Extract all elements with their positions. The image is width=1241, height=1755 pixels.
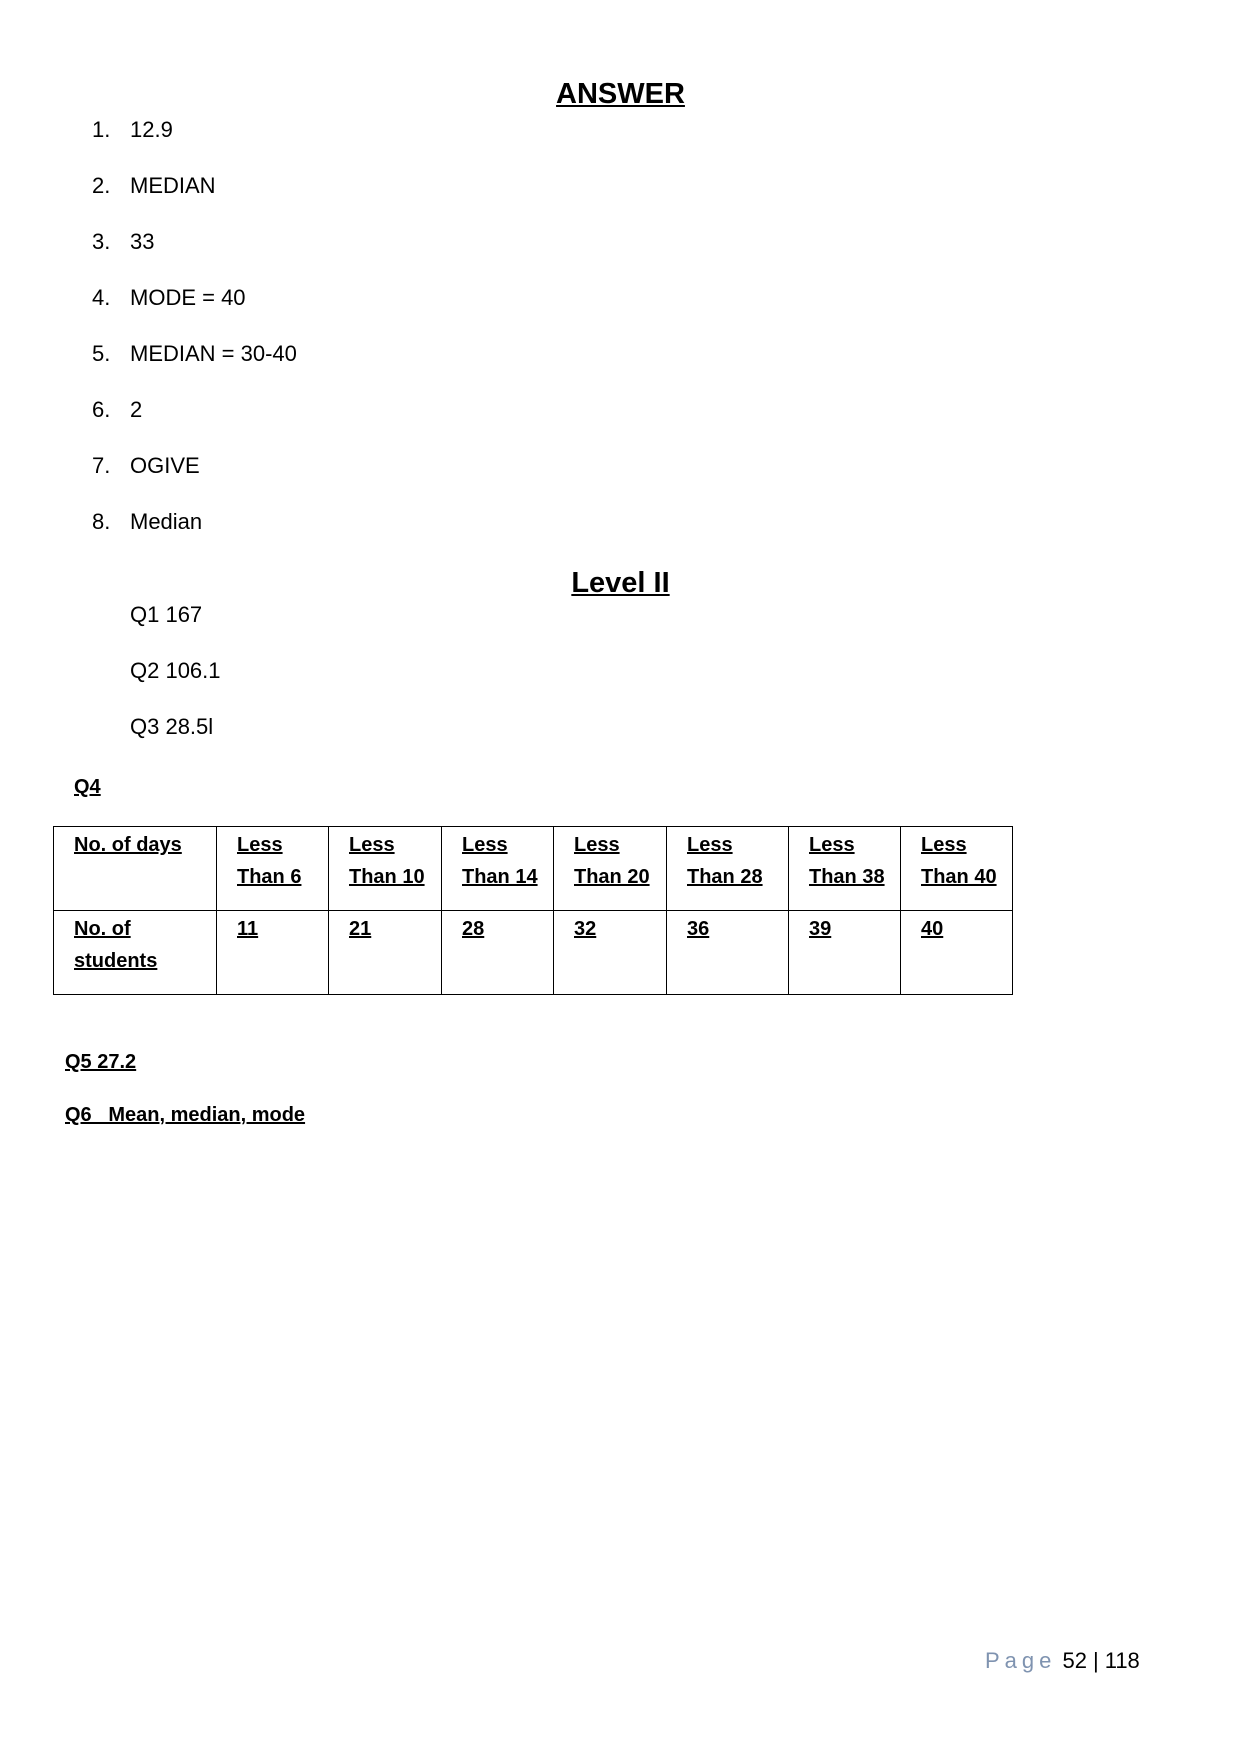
list-item: 7. OGIVE — [92, 453, 200, 478]
table-cell: 11 — [217, 911, 329, 995]
table-cell: 40 — [901, 911, 1013, 995]
list-item: 6. 2 — [92, 397, 143, 422]
table-cell: No. of students — [54, 911, 217, 995]
table-row — [54, 827, 1013, 911]
table-cell: Less Than 14 — [442, 827, 554, 911]
table-row — [54, 911, 1013, 995]
table-cell: 28 — [442, 911, 554, 995]
table-cell: Less Than 10 — [329, 827, 442, 911]
page-total: 118 — [1104, 1648, 1140, 1673]
q6-answer: Q6 Mean, median, mode — [65, 1104, 306, 1126]
table-cell: 21 — [329, 911, 442, 995]
level-answer-q1: Q1 167 — [130, 602, 203, 627]
table-cell: Less Than 6 — [217, 827, 329, 911]
list-item: 5. MEDIAN = 30-40 — [92, 341, 297, 366]
table-cell: 36 — [667, 911, 789, 995]
table-cell: Less Than 40 — [901, 827, 1013, 911]
table-cell: Less Than 28 — [667, 827, 789, 911]
page-word: Page — [985, 1648, 1057, 1673]
page-separator: | — [1093, 1648, 1099, 1673]
answer-title: ANSWER — [556, 78, 685, 110]
q4-table — [53, 826, 1013, 995]
q4-label: Q4 — [74, 776, 101, 798]
table-cell: No. of days — [54, 827, 217, 911]
table-cell: Less Than 38 — [789, 827, 901, 911]
table-cell: 39 — [789, 911, 901, 995]
list-item: 1. 12.9 — [92, 117, 173, 142]
list-item: 8. Median — [92, 509, 203, 534]
list-item: 4. MODE = 40 — [92, 285, 246, 310]
level-answer-q2: Q2 106.1 — [130, 658, 221, 683]
answer-list — [92, 116, 297, 564]
list-item: 3. 33 — [92, 229, 155, 254]
page-number: 52 — [1062, 1648, 1087, 1673]
level-title: Level II — [571, 567, 670, 599]
table-cell: Less Than 20 — [554, 827, 667, 911]
q5-answer: Q5 27.2 — [65, 1051, 137, 1073]
table-cell: 32 — [554, 911, 667, 995]
list-item: 2. MEDIAN — [92, 173, 216, 198]
level-answer-q3: Q3 28.5l — [130, 714, 214, 739]
page-footer — [985, 1648, 1140, 1674]
